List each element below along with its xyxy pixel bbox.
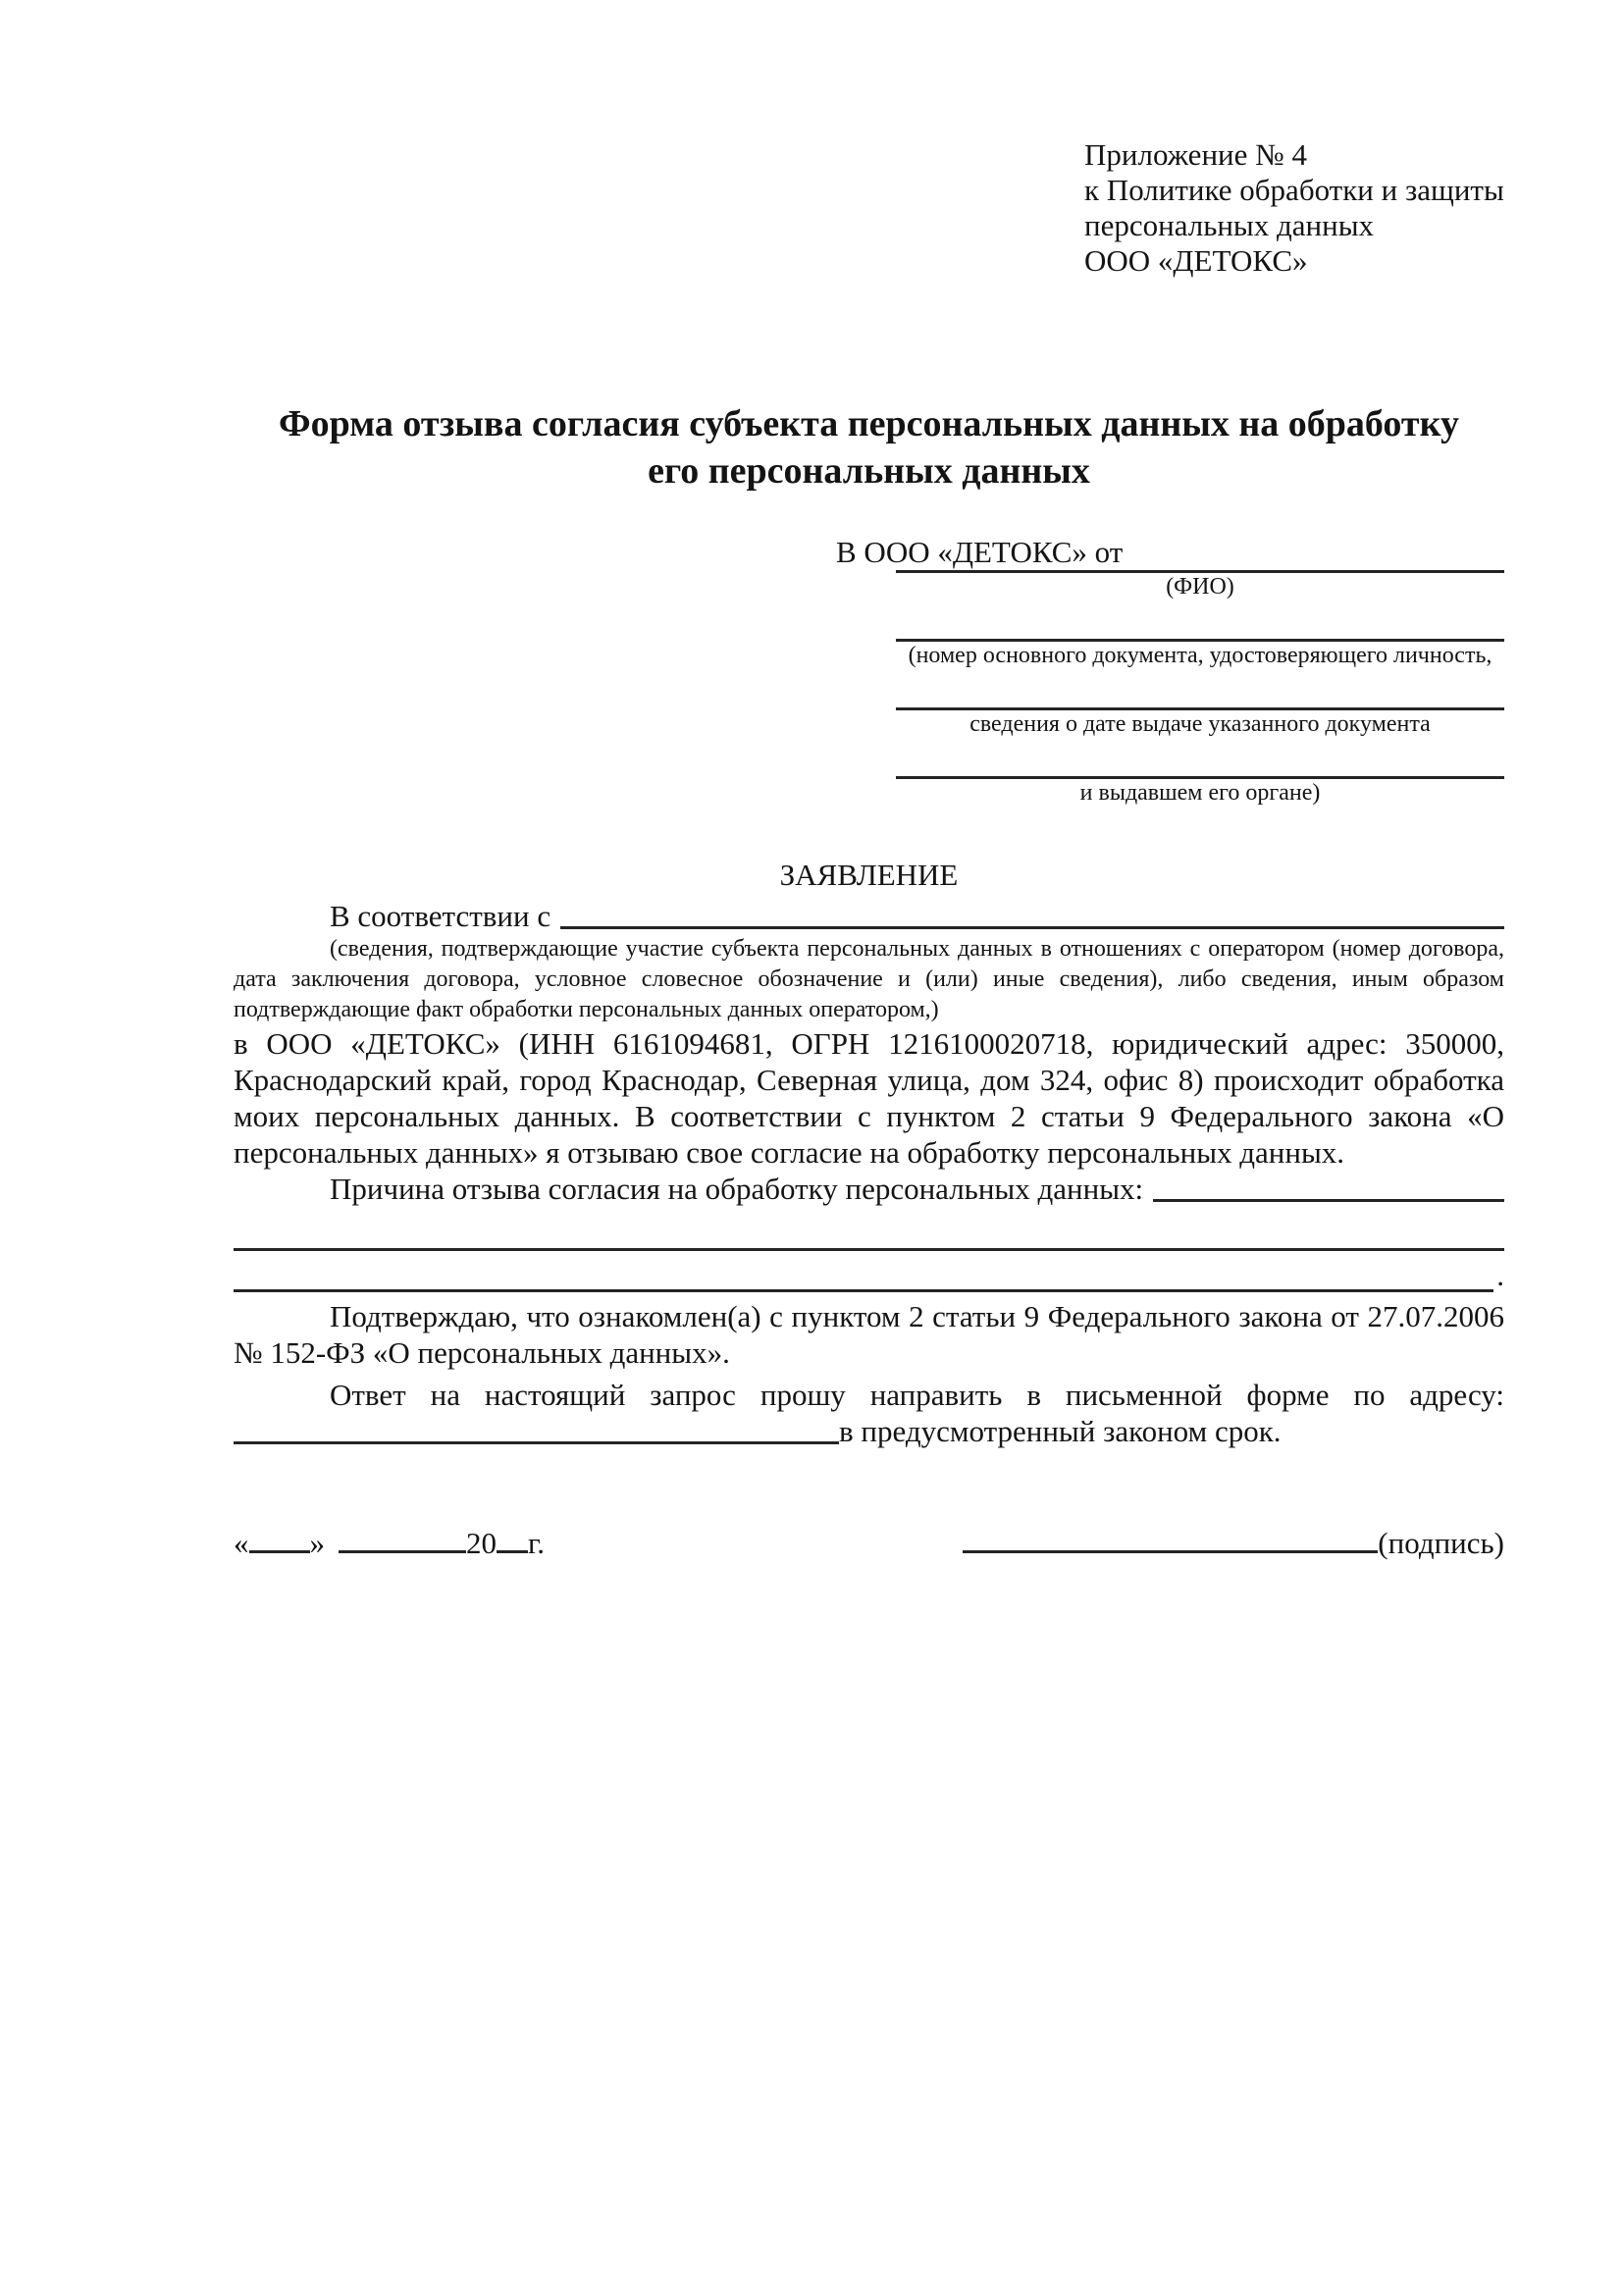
reply-tail: в предусмотренный законом срок. — [839, 1414, 1282, 1448]
reason-blank-line-2 — [234, 1251, 1504, 1292]
field-issuing-authority — [896, 776, 1504, 808]
statement-body: в ООО «ДЕТОКС» (ИНН 6161094681, ОГРН 1216100020718, юридический адрес: 350000, Краснодарский край, город Краснодар, Северная улица, дом 324, офис 8) происходит обработка моих персональных данных. В соответствии с пунктом 2 статьи 9 Федерального закона «О персональных данных» я отзываю свое согласие на обработку персональных данных. — [234, 1026, 1504, 1170]
reason-row — [234, 1171, 1504, 1207]
fio-caption: (ФИО) — [1166, 574, 1234, 600]
reason-blank-rule — [1153, 1171, 1504, 1202]
document-title — [234, 400, 1504, 495]
blank-line-period: . — [1496, 1258, 1504, 1292]
addressee-lead: В ООО «ДЕТОКС» от — [836, 535, 1124, 569]
field-fio — [896, 570, 1504, 601]
statement-heading: ЗАЯВЛЕНИЕ — [779, 858, 959, 892]
date-year-blank — [497, 1524, 528, 1553]
fine-print-note: (сведения, подтверждающие участие субъекта персональных данных в отношениях с оператором (номер договора, дата заключения договора, условное словесное обозначение и (или) иные сведения), либо сведения, иным образом подтверждающие факт обработки персональных данных оператором,) — [234, 936, 1504, 1022]
year-suffix: г. — [528, 1526, 545, 1560]
year-prefix: 20 — [466, 1526, 497, 1560]
intro-blank-rule — [560, 898, 1504, 929]
document-title-line-1: Форма отзыва согласия субъекта персональных данных на обработку — [279, 403, 1459, 444]
intro-lead: В соответствии с — [330, 899, 551, 933]
date-open-quote: « — [234, 1526, 249, 1560]
appendix-line: персональных данных — [1084, 208, 1375, 242]
signature-blank — [963, 1524, 1378, 1553]
intro-row — [234, 898, 1504, 934]
field-document-number — [896, 639, 1504, 670]
confirmation-paragraph: Подтверждаю, что ознакомлен(а) с пунктом 2 статьи 9 Федерального закона от 27.07.2006 № 152-ФЗ «О персональных данных». — [234, 1299, 1504, 1370]
document-number-caption: (номер основного документа, удостоверяющего личность, — [908, 643, 1492, 668]
reply-lead: Ответ на настоящий запрос прошу направить в письменной форме по адресу: — [330, 1378, 1504, 1412]
appendix-line: Приложение № 4 — [1084, 137, 1307, 172]
signature-caption: (подпись) — [1378, 1526, 1504, 1560]
date-day-blank — [249, 1524, 310, 1553]
field-issue-date — [896, 707, 1504, 739]
issue-date-caption: сведения о дате выдаче указанного документа — [969, 711, 1431, 737]
issuing-authority-caption: и выдавшем его органе) — [1079, 780, 1321, 806]
reply-row — [234, 1413, 1504, 1449]
document-title-line-2: его персональных данных — [648, 450, 1090, 492]
date-close-quote: » — [309, 1526, 325, 1560]
date-month-blank — [339, 1524, 466, 1553]
date-line — [234, 1524, 545, 1561]
reply-address-blank-rule — [234, 1413, 839, 1444]
signature-line — [963, 1524, 1504, 1561]
footer-row — [234, 1524, 1504, 1561]
addressee-fields — [896, 570, 1504, 808]
reason-blank-line-1 — [234, 1207, 1504, 1251]
appendix-line: ООО «ДЕТОКС» — [1084, 243, 1308, 278]
reason-lead: Причина отзыва согласия на обработку персональных данных: — [330, 1172, 1144, 1206]
appendix-line: к Политике обработки и защиты — [1084, 173, 1504, 207]
reason-blank-rule-2 — [234, 1289, 1493, 1292]
appendix-note — [1084, 137, 1504, 279]
